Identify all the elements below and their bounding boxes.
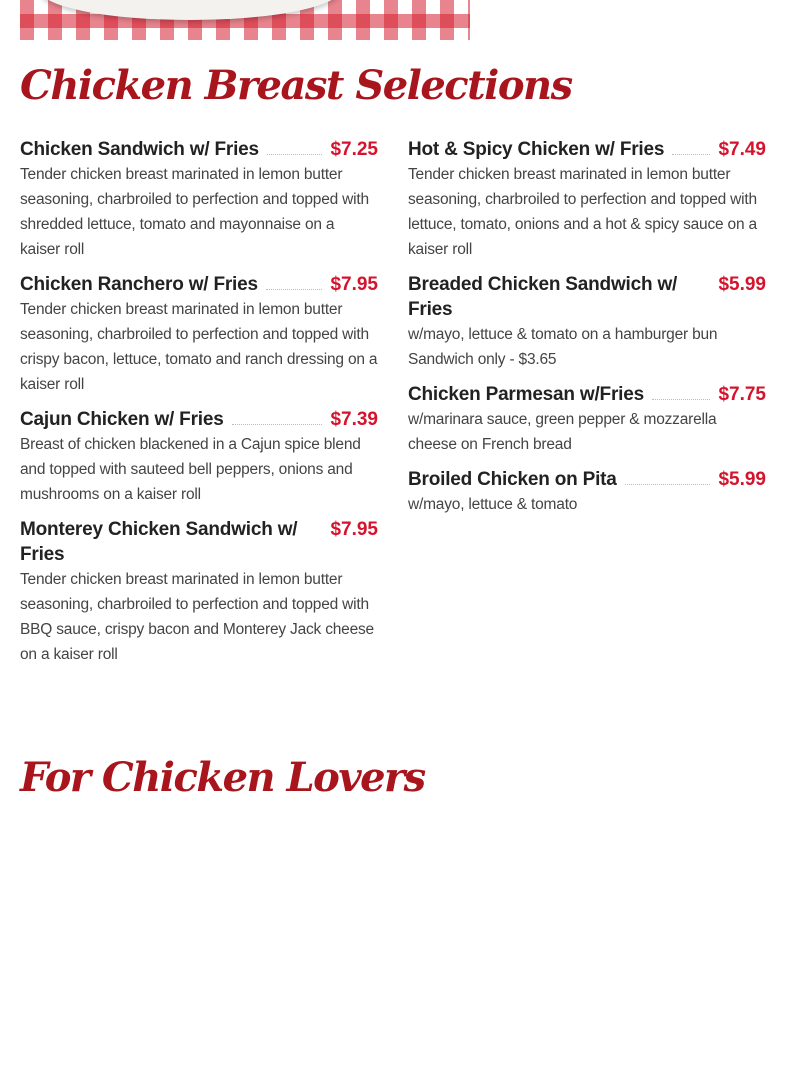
menu-item bbox=[20, 137, 378, 262]
item-name: Chicken Parmesan w/Fries bbox=[408, 384, 644, 405]
item-description: Tender chicken breast marinated in lemon butter seasoning, charbroiled to perfection and topped with crispy bacon, lettuce, tomato and ranch dressing on a kaiser roll bbox=[20, 301, 378, 393]
menu-column-left bbox=[20, 137, 378, 677]
item-name: Chicken Sandwich w/ Fries bbox=[20, 139, 259, 160]
menu-item bbox=[408, 272, 766, 372]
item-price: $7.25 bbox=[330, 139, 378, 160]
item-description: w/mayo, lettuce & tomato on a hamburger bun bbox=[408, 326, 718, 343]
dotted-leader bbox=[652, 382, 710, 400]
plate-image bbox=[40, 0, 340, 20]
item-description: Tender chicken breast marinated in lemon butter seasoning, charbroiled to perfection and topped with shredded lettuce, tomato and mayonnaise on a kaiser roll bbox=[20, 166, 369, 258]
item-price: $7.95 bbox=[330, 519, 378, 540]
dotted-leader bbox=[267, 137, 323, 155]
dotted-leader bbox=[672, 137, 710, 155]
item-description: Tender chicken breast marinated in lemon butter seasoning, charbroiled to perfection and topped with lettuce, tomato, onions and a hot & spicy sauce on a kaiser roll bbox=[408, 166, 757, 258]
item-description: Tender chicken breast marinated in lemon butter seasoning, charbroiled to perfection and topped with BBQ sauce, crispy bacon and Monterey Jack cheese on a kaiser roll bbox=[20, 571, 374, 663]
item-name: Cajun Chicken w/ Fries bbox=[20, 409, 224, 430]
item-description: w/marinara sauce, green pepper & mozzarella cheese on French bread bbox=[408, 411, 717, 453]
item-price: $5.99 bbox=[718, 274, 766, 295]
item-description: Breast of chicken blackened in a Cajun spice blend and topped with sauteed bell peppers, onions and mushrooms on a kaiser roll bbox=[20, 436, 361, 503]
item-price: $7.75 bbox=[718, 384, 766, 405]
menu-item bbox=[20, 407, 378, 507]
item-name: Broiled Chicken on Pita bbox=[408, 469, 617, 490]
menu-item bbox=[408, 137, 766, 262]
item-price: $7.49 bbox=[718, 139, 766, 160]
item-name: Breaded Chicken Sandwich w/ Fries bbox=[408, 274, 678, 320]
leader-spacer bbox=[310, 517, 322, 534]
menu-item bbox=[408, 382, 766, 457]
item-price: $7.95 bbox=[330, 274, 378, 295]
leader-spacer bbox=[698, 272, 710, 289]
section-title-chicken-breast-selections: Chicken Breast Selections bbox=[20, 62, 572, 109]
item-name: Chicken Ranchero w/ Fries bbox=[20, 274, 258, 295]
item-name: Hot & Spicy Chicken w/ Fries bbox=[408, 139, 665, 160]
item-name: Monterey Chicken Sandwich w/ Fries bbox=[20, 519, 298, 565]
checkered-tablecloth-image bbox=[20, 0, 470, 40]
item-note: Sandwich only - $3.65 bbox=[408, 351, 557, 368]
item-price: $7.39 bbox=[330, 409, 378, 430]
item-description: w/mayo, lettuce & tomato bbox=[408, 496, 578, 513]
menu-item bbox=[20, 517, 378, 667]
menu-column-right bbox=[408, 137, 766, 527]
menu-item bbox=[20, 272, 378, 397]
item-price: $5.99 bbox=[718, 469, 766, 490]
dotted-leader bbox=[266, 272, 323, 290]
menu-item bbox=[408, 467, 766, 517]
section-title-for-chicken-lovers: For Chicken Lovers bbox=[20, 754, 425, 801]
dotted-leader bbox=[232, 407, 323, 425]
dotted-leader bbox=[625, 467, 711, 485]
